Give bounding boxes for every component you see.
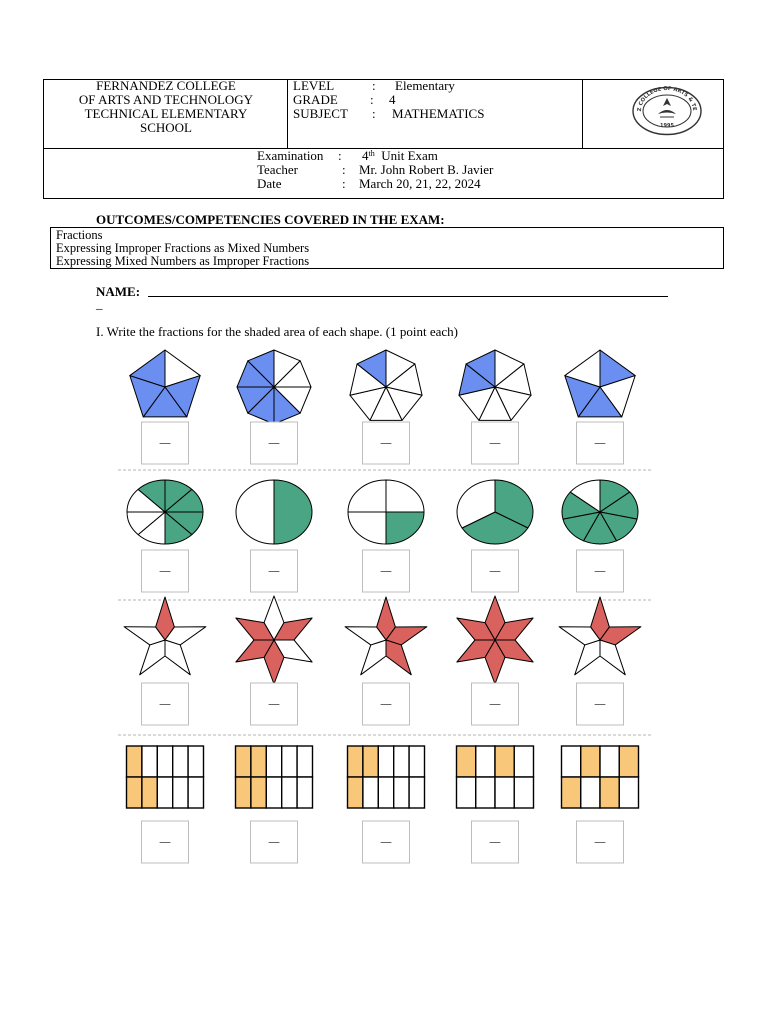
answer-placeholder: — [159,835,171,849]
grid-cell [297,746,312,777]
star-point [165,640,190,675]
date-label: Date [257,176,282,191]
date-value: March 20, 21, 22, 2024 [359,176,481,191]
level-label: LEVEL [293,78,335,93]
answer-placeholder: — [159,564,171,578]
grid-cell [236,746,251,777]
answer-placeholder: — [268,564,280,578]
seal-arc-text: Z COLLEGE OF ARTS & TE [636,86,698,112]
grid-cell [251,777,266,808]
grid-cell [476,777,495,808]
outcome-item: Fractions [56,228,103,242]
grid-cell [297,777,312,808]
grid-cell [173,777,188,808]
school-name-line: SCHOOL [139,120,192,135]
answer-placeholder: — [380,436,392,450]
grid-cell [495,746,514,777]
answer-placeholder: — [159,697,171,711]
school-name-line: OF ARTS AND TECHNOLOGY [78,92,254,107]
school-name-line: TECHNICAL ELEMENTARY [84,106,248,121]
grid-cell [409,746,424,777]
answer-placeholder: — [268,835,280,849]
answer-placeholder: — [380,697,392,711]
grid-cell [619,746,638,777]
answer-placeholder: — [594,436,606,450]
grid-cell [476,746,495,777]
ellipse-sector [236,480,274,544]
grid-cell [619,777,638,808]
subject-sep: : [372,106,376,121]
grid-cell [562,777,581,808]
grid-cell [142,746,157,777]
school-name-line: FERNANDEZ COLLEGE [96,78,236,93]
grid-cell [581,746,600,777]
grid-cell [157,746,172,777]
grid-cell [251,746,266,777]
grade-value: 4 [389,92,396,107]
grid-cell [495,777,514,808]
grid-cell [457,777,476,808]
subject-label: SUBJECT [293,106,348,121]
answer-placeholder: — [380,564,392,578]
grid-cell [394,746,409,777]
level-sep: : [372,78,376,93]
star-point [361,640,386,675]
answer-placeholder: — [594,697,606,711]
grid-cell [378,746,393,777]
seal-year: 1995 [660,123,674,129]
grid-cell [348,777,363,808]
star-point [575,640,600,675]
answer-placeholder: — [268,436,280,450]
instruction-text: I. Write the fractions for the shaded area of each shape. (1 point each) [96,324,458,339]
examination-text: Unit Exam [381,148,438,163]
grade-label: GRADE [293,92,338,107]
ellipse-sector [386,480,424,512]
outcomes-title: OUTCOMES/COMPETENCIES COVERED IN THE EXAM: [96,212,445,227]
ellipse-sector [348,480,386,512]
grid-cell [363,777,378,808]
grid-cell [363,746,378,777]
star-point [600,640,625,675]
answer-placeholder: — [489,436,501,450]
teacher-label: Teacher [257,162,298,177]
grid-cell [157,777,172,808]
grid-cell [581,777,600,808]
examination-number: 4 [362,148,369,163]
date-sep: : [342,176,346,191]
name-label: NAME: [96,284,141,299]
grid-cell [562,746,581,777]
examination-sep: : [338,148,342,163]
answer-placeholder: — [594,564,606,578]
grid-cell [378,777,393,808]
name-dash: _ [96,296,103,311]
answer-placeholder: — [380,835,392,849]
examination-label: Examination [257,148,324,163]
answer-placeholder: — [268,697,280,711]
grid-cell [409,777,424,808]
grade-sep: : [370,92,374,107]
grid-cell [266,746,281,777]
answer-placeholder: — [594,835,606,849]
teacher-sep: : [342,162,346,177]
star-point [386,640,411,675]
grid-cell [282,777,297,808]
grid-cell [142,777,157,808]
outcome-item: Expressing Improper Fractions as Mixed Numbers [56,241,310,255]
answer-placeholder: — [489,564,501,578]
ellipse-sector [348,512,386,544]
grid-cell [236,777,251,808]
answer-placeholder: — [489,835,501,849]
grid-cell [173,746,188,777]
answer-placeholder: — [159,436,171,450]
grid-cell [600,777,619,808]
answer-placeholder: — [489,697,501,711]
teacher-value: Mr. John Robert B. Javier [359,162,494,177]
grid-cell [188,777,203,808]
ellipse-sector [386,512,424,544]
grid-cell [282,746,297,777]
grid-cell [348,746,363,777]
examination-suffix: th [368,149,375,158]
level-value: Elementary [395,78,455,93]
grid-cell [514,777,533,808]
outcome-item: Expressing Mixed Numbers as Improper Fractions [56,254,310,268]
grid-cell [600,746,619,777]
grid-cell [457,746,476,777]
grid-cell [266,777,281,808]
subject-value: MATHEMATICS [392,106,485,121]
grid-cell [394,777,409,808]
grid-cell [127,777,142,808]
star-point [140,640,165,675]
grid-cell [127,746,142,777]
grid-cell [188,746,203,777]
grid-cell [514,746,533,777]
ellipse-sector [274,480,312,544]
